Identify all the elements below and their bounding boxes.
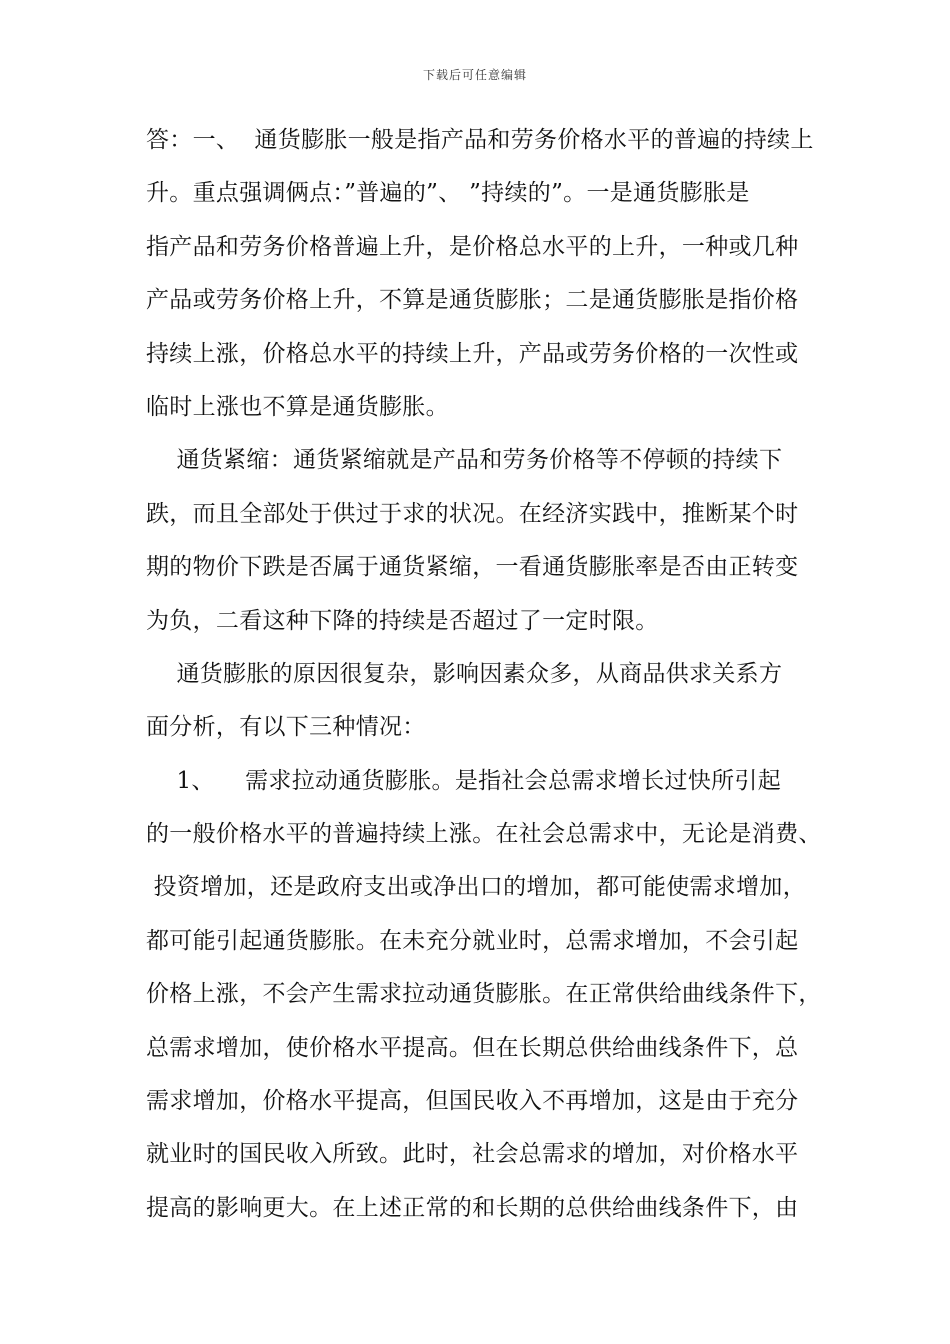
text-line: 通货紧缩：通货紧缩就是产品和劳务价格等不停顿的持续下 (146, 447, 783, 474)
text-line: 提高的影响更大。在上述正常的和长期的总供给曲线条件下，由 (146, 1194, 799, 1221)
text-line: 期的物价下跌是否属于通货紧缩，一看通货膨胀率是否由正转变 (146, 554, 799, 581)
text-line: 跌，而且全部处于供过于求的状况。在经济实践中，推断某个时 (146, 500, 799, 527)
text-line: 面分析，有以下三种情况： (146, 714, 426, 741)
text-line: 持续上涨，价格总水平的持续上升，产品或劳务价格的一次性或 (146, 340, 799, 367)
text-line: 1、 需求拉动通货膨胀。是指社会总需求增长过快所引起 (146, 767, 782, 794)
document-body (146, 114, 826, 1235)
text-line: 升。重点强调俩点：”普遍的”、 ”持续的”。一是通货膨胀是 (146, 180, 750, 207)
text-line: 总需求增加，使价格水平提高。但在长期总供给曲线条件下，总 (146, 1034, 799, 1061)
text-line: 投资增加，还是政府支出或净出口的增加，都可能使需求增加， (146, 874, 807, 901)
text-line: 答：一、 通货膨胀一般是指产品和劳务价格水平的普遍的持续上 (146, 127, 814, 153)
text-line: 需求增加，价格水平提高，但国民收入不再增加，这是由于充分 (146, 1088, 799, 1115)
text-line: 的一般价格水平的普遍持续上涨。在社会总需求中，无论是消费、 (146, 821, 822, 848)
text-line: 临时上涨也不算是通货膨胀。 (146, 393, 449, 420)
text-line: 价格上涨，不会产生需求拉动通货膨胀。在正常供给曲线条件下， (146, 981, 822, 1008)
text-line: 就业时的国民收入所致。此时，社会总需求的增加，对价格水平 (146, 1141, 799, 1168)
text-line: 产品或劳务价格上升，不算是通货膨胀；二是通货膨胀是指价格 (146, 287, 799, 314)
text-line: 为负，二看这种下降的持续是否超过了一定时限。 (146, 607, 659, 634)
text-line: 指产品和劳务价格普遍上升，是价格总水平的上升，一种或几种 (146, 233, 799, 260)
text-line: 都可能引起通货膨胀。在未充分就业时，总需求增加，不会引起 (146, 927, 799, 954)
text-line: 通货膨胀的原因很复杂，影响因素众多，从商品供求关系方 (146, 660, 783, 687)
page-header-note: 下载后可任意编辑 (422, 68, 527, 82)
